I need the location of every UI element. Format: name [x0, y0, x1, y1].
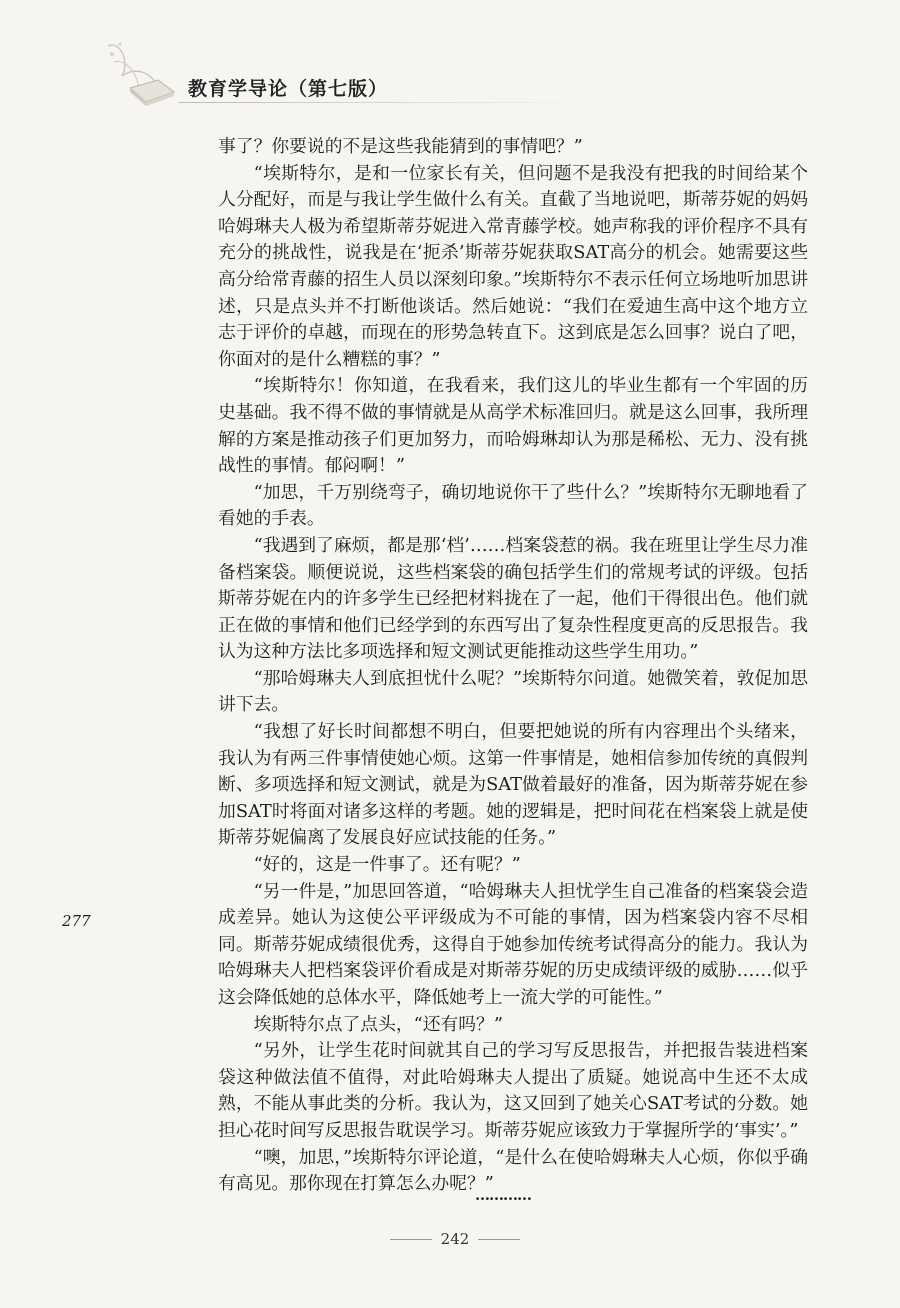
margin-note-number: 277 — [62, 912, 91, 930]
paragraph: “我遇到了麻烦，都是那‘档’……档案袋惹的祸。我在班里让学生尽力准备档案袋。顺便说说，这些档案袋的确包括学生们的常规考试的评级。包括斯蒂芬妮在内的许多学生已经把材料拢在了一起，他们干得很出色。他们就正在做的事情和他们已经学到的东西写出了复杂性程度更高的反思报告。我认为这种方法比多项选择和短文测试更能推动这些学生用功。” — [218, 534, 808, 663]
page-footer — [390, 1228, 520, 1252]
paragraph: “另一件是，”加思回答道，“哈姆琳夫人担忧学生自己准备的档案袋会造成差异。她认为这使公平评级成为不可能的事情，因为档案袋内容不尽相同。斯蒂芬妮成绩很优秀，这得自于她参加传统考试得高分的能力。我认为哈姆琳夫人把档案袋评价看成是对斯蒂芬妮的历史成绩评级的威胁……似乎这会降低她的总体水平，降低她考上一流大学的可能性。” — [218, 880, 808, 1008]
body-text — [218, 134, 808, 1198]
footer-rule-left — [390, 1239, 432, 1240]
book-title: 教育学导论（第七版） — [188, 78, 389, 100]
paragraph: “那哈姆琳夫人到底担忧什么呢？”埃斯特尔问道。她微笑着，敦促加思讲下去。 — [218, 667, 808, 716]
paragraph: “另外，让学生花时间就其自己的学习写反思报告，并把报告装进档案袋这种做法值不值得，对此哈姆琳夫人提出了质疑。她说高中生还不太成熟，不能从事此类的分析。我认为，这又回到了她关心SAT考试的分数。她担心花时间写反思报告耽误学习。斯蒂芬妮应该致力于掌握所学的‘事实’。” — [218, 1040, 808, 1141]
continuation-mark: ………… — [475, 1186, 531, 1204]
paragraph: “我想了好长时间都想不明白，但要把她说的所有内容理出个头绪来，我认为有两三件事情使她心烦。这第一件事情是，她相信参加传统的真假判断、多项选择和短文测试，就是为SAT做着最好的准备，因为斯蒂芬妮在参加SAT时将面对诸多这样的考题。她的逻辑是，把时间花在档案袋上就是使斯蒂芬妮偏离了发展良好应试技能的任务。” — [218, 721, 808, 849]
paragraph: “好的，这是一件事了。还有呢？” — [253, 854, 521, 876]
page-number: 242 — [440, 1230, 470, 1248]
paragraph: “加思，千万别绕弯子，确切地说你干了些什么？”埃斯特尔无聊地看了看她的手表。 — [218, 481, 808, 530]
paragraph: 事了？你要说的不是这些我能猜到的事情吧？” — [218, 136, 583, 157]
header-rule — [178, 102, 598, 103]
footer-rule-right — [478, 1239, 520, 1240]
running-header — [100, 32, 800, 112]
paragraph: “埃斯特尔，是和一位家长有关，但问题不是我没有把我的时间给某个人分配好，而是与我让学生做什么有关。直截了当地说吧，斯蒂芬妮的妈妈哈姆琳夫人极为希望斯蒂芬妮进入常青藤学校。她声称我的评价程序不具有充分的挑战性，说我是在‘扼杀’斯蒂芬妮获取SAT高分的机会。她需要这些高分给常青藤的招生人员以深刻印象。”埃斯特尔不表示任何立场地听加思讲述，只是点头并不打断他谈话。然后她说：“我们在爱迪生高中这个地方立志于评价的卓越，而现在的形势急转直下。这到底是怎么回事？说白了吧，你面对的是什么糟糕的事？” — [218, 162, 808, 370]
paragraph: “埃斯特尔！你知道，在我看来，我们这儿的毕业生都有一个牢固的历史基础。我不得不做的事情就是从高学术标准回归。就是这么回事，我所理解的方案是推动孩子们更加努力，而哈姆琳却认为那是稀松、无力、没有挑战性的事情。郁闷啊！” — [218, 375, 808, 477]
paragraph: “噢，加思，”埃斯特尔评论道，“是什么在使哈姆琳夫人心烦，你似乎确有高见。那你现在打算怎么办呢？” — [218, 1146, 808, 1195]
book-ornament-icon — [100, 32, 190, 112]
paragraph: 埃斯特尔点了点头，“还有吗？” — [253, 1013, 503, 1035]
